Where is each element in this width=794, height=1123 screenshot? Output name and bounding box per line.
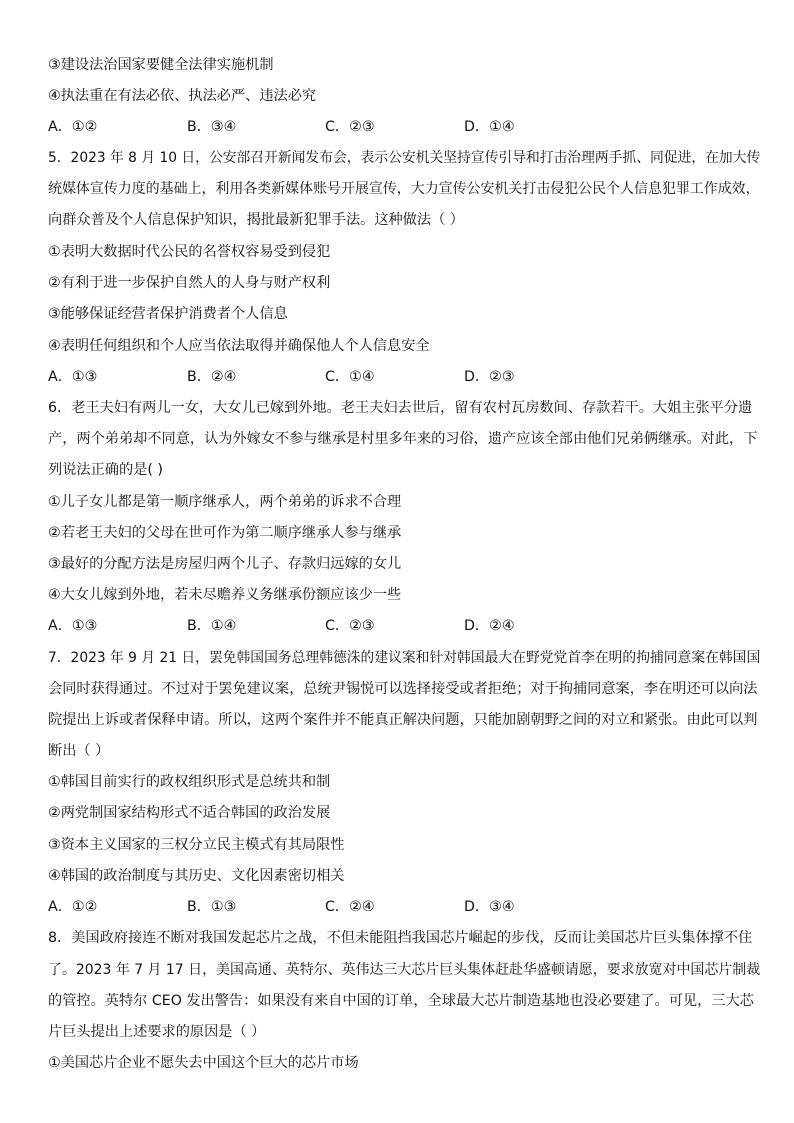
q6-option-c[interactable]: C．②③	[325, 618, 375, 634]
q4-item-3: ③建设法治国家要健全法律实施机制	[48, 57, 274, 73]
q6-stem-line-3: 列说法正确的是( )	[48, 462, 163, 478]
q6-options	[48, 617, 648, 635]
q7-item-4: ④韩国的政治制度与其历史、文化因素密切相关	[48, 868, 345, 884]
q6-option-a[interactable]: A．①③	[48, 618, 98, 634]
q8-stem-line-4: 片巨头提出上述要求的原因是（ ）	[48, 1024, 266, 1040]
q5-options	[48, 368, 648, 386]
q4-option-a[interactable]: A．①②	[48, 119, 98, 135]
q7-item-3: ③资本主义国家的三权分立民主模式有其局限性	[48, 837, 345, 853]
q4-option-c[interactable]: C．②③	[325, 119, 375, 135]
q7-item-1: ①韩国目前实行的政权组织形式是总统共和制	[48, 774, 331, 790]
q7-stem-line-2: 会同时获得通过。不过对于罢免建议案，总统尹锡悦可以选择接受或者拒绝；对于拘捕同意案，李在明还可以向法	[48, 681, 758, 697]
q7-option-a[interactable]: A．①②	[48, 899, 98, 915]
q5-item-3: ③能够保证经营者保护消费者个人信息	[48, 306, 288, 322]
q5-stem-line-2: 统媒体宣传力度的基础上，利用各类新媒体账号开展宣传，大力宣传公安机关打击侵犯公民个人信息犯罪工作成效，	[48, 181, 760, 197]
q8-stem-line-1: 8．美国政府接连不断对我国发起芯片之战，不但未能阻挡我国芯片崛起的步伐，反而让美国芯片巨头集体撑不住	[48, 930, 753, 946]
q7-option-c[interactable]: C．②④	[325, 899, 375, 915]
q4-option-b[interactable]: B．③④	[187, 119, 237, 135]
q5-item-4: ④表明任何组织和个人应当依法取得并确保他人个人信息安全	[48, 338, 430, 354]
q4-option-d[interactable]: D．①④	[464, 119, 515, 135]
q7-item-2: ②两党制国家结构形式不适合韩国的政治发展	[48, 805, 331, 821]
q4-item-4: ④执法重在有法必依、执法必严、违法必究	[48, 88, 317, 104]
q5-option-a[interactable]: A．①③	[48, 369, 98, 385]
q7-option-d[interactable]: D．③④	[464, 899, 515, 915]
q6-item-4: ④大女儿嫁到外地，若未尽赡养义务继承份额应该少一些	[48, 587, 402, 603]
q5-stem-line-1: 5．2023 年 8 月 10 日，公安部召开新闻发布会，表示公安机关坚持宣传引导和打击治理两手抓、同促进，在加大传	[48, 150, 761, 166]
q7-stem-line-4: 断出（ ）	[48, 743, 110, 759]
q4-options	[48, 118, 648, 136]
q8-item-1: ①美国芯片企业不愿失去中国这个巨大的芯片市场	[48, 1055, 359, 1071]
q8-stem-line-3: 的管控。英特尔 CEO 发出警告：如果没有来自中国的订单，全球最大芯片制造基地也没必要建了。可见，三大芯	[48, 993, 754, 1009]
q5-item-2: ②有利于进一步保护自然人的人身与财产权利	[48, 275, 331, 291]
q6-item-3: ③最好的分配方法是房屋归两个儿子、存款归远嫁的女儿	[48, 556, 402, 572]
q5-stem-line-3: 向群众普及个人信息保护知识，揭批最新犯罪手法。这种做法（ ）	[48, 212, 464, 228]
q6-item-2: ②若老王夫妇的父母在世可作为第二顺序继承人参与继承	[48, 525, 402, 541]
q6-option-b[interactable]: B．①④	[187, 618, 237, 634]
q5-option-d[interactable]: D．②③	[464, 369, 515, 385]
q8-stem-line-2: 了。2023 年 7 月 17 日，美国高通、英特尔、英伟达三大芯片巨头集体赶赴华盛顿请愿，要求放宽对中国芯片制裁	[48, 962, 761, 978]
q6-option-d[interactable]: D．②④	[464, 618, 515, 634]
q5-option-b[interactable]: B．②④	[187, 369, 237, 385]
q6-item-1: ①儿子女儿都是第一顺序继承人，两个弟弟的诉求不合理	[48, 494, 402, 510]
q7-stem-line-1: 7．2023 年 9 月 21 日，罢免韩国国务总理韩德洙的建议案和针对韩国最大在野党党首李在明的拘捕同意案在韩国国	[48, 650, 761, 666]
q6-stem-line-1: 6．老王夫妇有两儿一女，大女儿已嫁到外地。老王夫妇去世后，留有农村瓦房数间、存款若干。大姐主张平分遗	[48, 400, 753, 416]
q5-option-c[interactable]: C．①④	[325, 369, 375, 385]
q7-stem-line-3: 院提出上诉或者保释申请。所以，这两个案件并不能真正解决问题，只能加剧朝野之间的对立和紧张。由此可以判	[48, 712, 758, 728]
q7-option-b[interactable]: B．①③	[187, 899, 237, 915]
q7-options	[48, 898, 648, 916]
q6-stem-line-2: 产，两个弟弟却不同意，认为外嫁女不参与继承是村里多年来的习俗，遗产应该全部由他们兄弟俩继承。对此，下	[48, 431, 758, 447]
q5-item-1: ①表明大数据时代公民的名誉权容易受到侵犯	[48, 244, 331, 260]
